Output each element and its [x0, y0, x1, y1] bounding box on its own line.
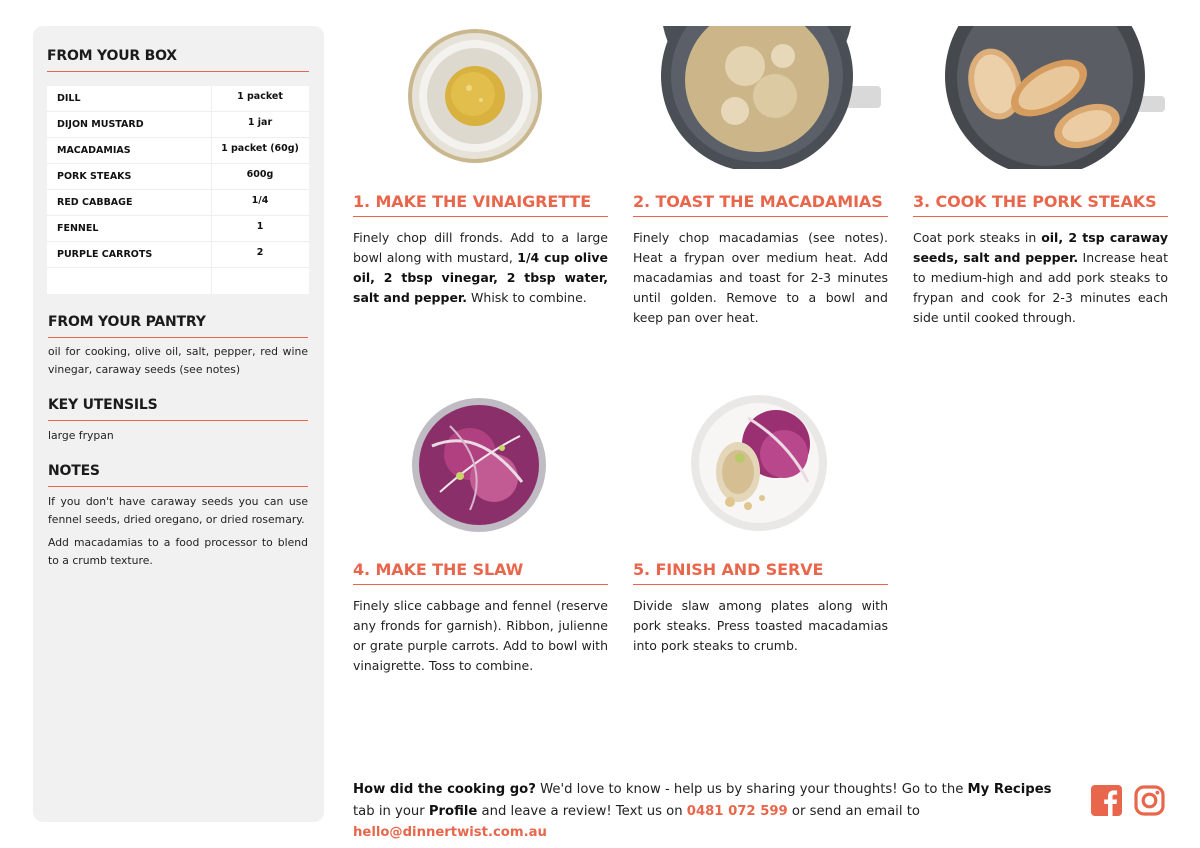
footer-text: and leave a review! Text us on: [477, 803, 687, 819]
ingredient-name: DIJON MUSTARD: [57, 119, 144, 130]
divider: [48, 420, 308, 421]
step-text-part: Finely chop dill fronds. Add to a large bowl along with mustard,: [353, 230, 608, 265]
facebook-icon[interactable]: [1091, 785, 1122, 816]
ingredient-name: FENNEL: [57, 223, 99, 234]
table-row: [47, 242, 309, 268]
step-text-part: Increase heat to medium-high and add pork steaks to frypan and cook for 2-3 minutes each side until cooked through.: [913, 250, 1168, 325]
ingredient-name: PORK STEAKS: [57, 171, 132, 182]
slaw-bowl-photo: [410, 396, 548, 534]
footer-text: We'd love to know - help us by sharing your thoughts! Go to the: [535, 782, 968, 797]
key-utensils-heading: KEY UTENSILS: [48, 397, 158, 413]
note-text: Add macadamias to a food processor to blend to a crumb texture.: [48, 536, 308, 567]
ingredient-qty: 1: [256, 221, 264, 232]
finished-plate-photo: [688, 392, 830, 534]
step-5-title: 5. FINISH AND SERVE: [633, 560, 824, 579]
step-1-text: [353, 228, 608, 308]
step-text-bold: 1/4 cup olive oil, 2 tbsp vinegar, 2 tbsp water, salt and pepper.: [353, 250, 608, 305]
ingredient-qty: 2: [256, 247, 264, 258]
step-text-part: Finely slice cabbage and fennel (reserve any fronds for garnish). Ribbon, julienne or grate purple carrots. Add to bowl with vinaigrette. Toss to combine.: [353, 598, 608, 673]
step-text-part: Whisk to combine.: [467, 290, 587, 305]
step-text-part: Divide slaw among plates along with pork steaks. Press toasted macadamias into pork steaks to crumb.: [633, 598, 888, 653]
divider: [633, 584, 888, 585]
divider: [913, 216, 1168, 217]
step-4-title: 4. MAKE THE SLAW: [353, 560, 524, 579]
note-text: If you don't have caraway seeds you can use fennel seeds, dried oregano, or dried rosemary.: [48, 495, 308, 526]
ingredient-qty: 1 packet: [237, 91, 283, 102]
ingredient-name: RED CABBAGE: [57, 197, 133, 208]
step-3-text: [913, 228, 1168, 328]
divider: [48, 337, 308, 338]
from-your-box-heading: FROM YOUR BOX: [47, 48, 177, 64]
divider: [353, 216, 608, 217]
step-2-title: 2. TOAST THE MACADAMIAS: [633, 192, 883, 211]
ingredient-qty: 600g: [246, 169, 274, 180]
from-your-pantry-heading: FROM YOUR PANTRY: [48, 314, 206, 330]
step-5-text: [633, 596, 888, 656]
pantry-text: oil for cooking, olive oil, salt, pepper, red wine vinegar, caraway seeds (see notes): [48, 345, 308, 376]
table-row: [47, 86, 309, 112]
table-row: [47, 216, 309, 242]
ingredient-qty: 1/4: [251, 195, 269, 206]
step-text-part: Finely chop macadamias (see notes). Heat a frypan over medium heat. Add macadamias and toast for 2-3 minutes until golden. Remove to a bowl and keep pan over heat.: [633, 230, 888, 325]
ingredient-name: DILL: [57, 93, 81, 104]
step-4-text: [353, 596, 608, 676]
profile-label: Profile: [428, 803, 478, 819]
footer-text: tab in your: [353, 803, 429, 819]
utensils-text: large frypan: [48, 429, 114, 442]
step-text-part: Coat pork steaks in: [913, 230, 1042, 245]
table-row: [47, 138, 309, 164]
email-link[interactable]: hello@dinnertwist.com.au: [353, 825, 547, 840]
divider: [47, 71, 309, 72]
instagram-icon[interactable]: [1134, 785, 1165, 816]
table-row: [47, 164, 309, 190]
vinaigrette-bowl-photo: [405, 26, 545, 166]
ingredient-name: MACADAMIAS: [57, 145, 131, 156]
table-row: [47, 190, 309, 216]
macadamias-pan-photo: [655, 26, 885, 169]
ingredient-qty: 1 jar: [247, 117, 273, 128]
my-recipes-label: My Recipes: [967, 782, 1052, 797]
pork-steaks-pan-photo: [937, 26, 1167, 169]
ingredient-qty: 1 packet (60g): [221, 143, 299, 154]
ingredients-table: [47, 86, 309, 294]
divider: [633, 216, 888, 217]
table-row: [47, 112, 309, 138]
footer-text: or send an email to: [787, 803, 920, 819]
feedback-question: How did the cooking go?: [353, 782, 536, 797]
step-text-bold: oil, 2 tsp caraway seeds, salt and pepper.: [913, 230, 1169, 265]
step-2-text: [633, 228, 888, 328]
notes-heading: NOTES: [48, 463, 100, 479]
step-3-title: 3. COOK THE PORK STEAKS: [913, 192, 1157, 211]
ingredient-name: PURPLE CARROTS: [57, 249, 153, 260]
step-1-title: 1. MAKE THE VINAIGRETTE: [353, 192, 592, 211]
divider: [48, 486, 308, 487]
divider: [353, 584, 608, 585]
phone-link[interactable]: 0481 072 599: [686, 803, 788, 819]
feedback-footer: [353, 779, 1073, 844]
